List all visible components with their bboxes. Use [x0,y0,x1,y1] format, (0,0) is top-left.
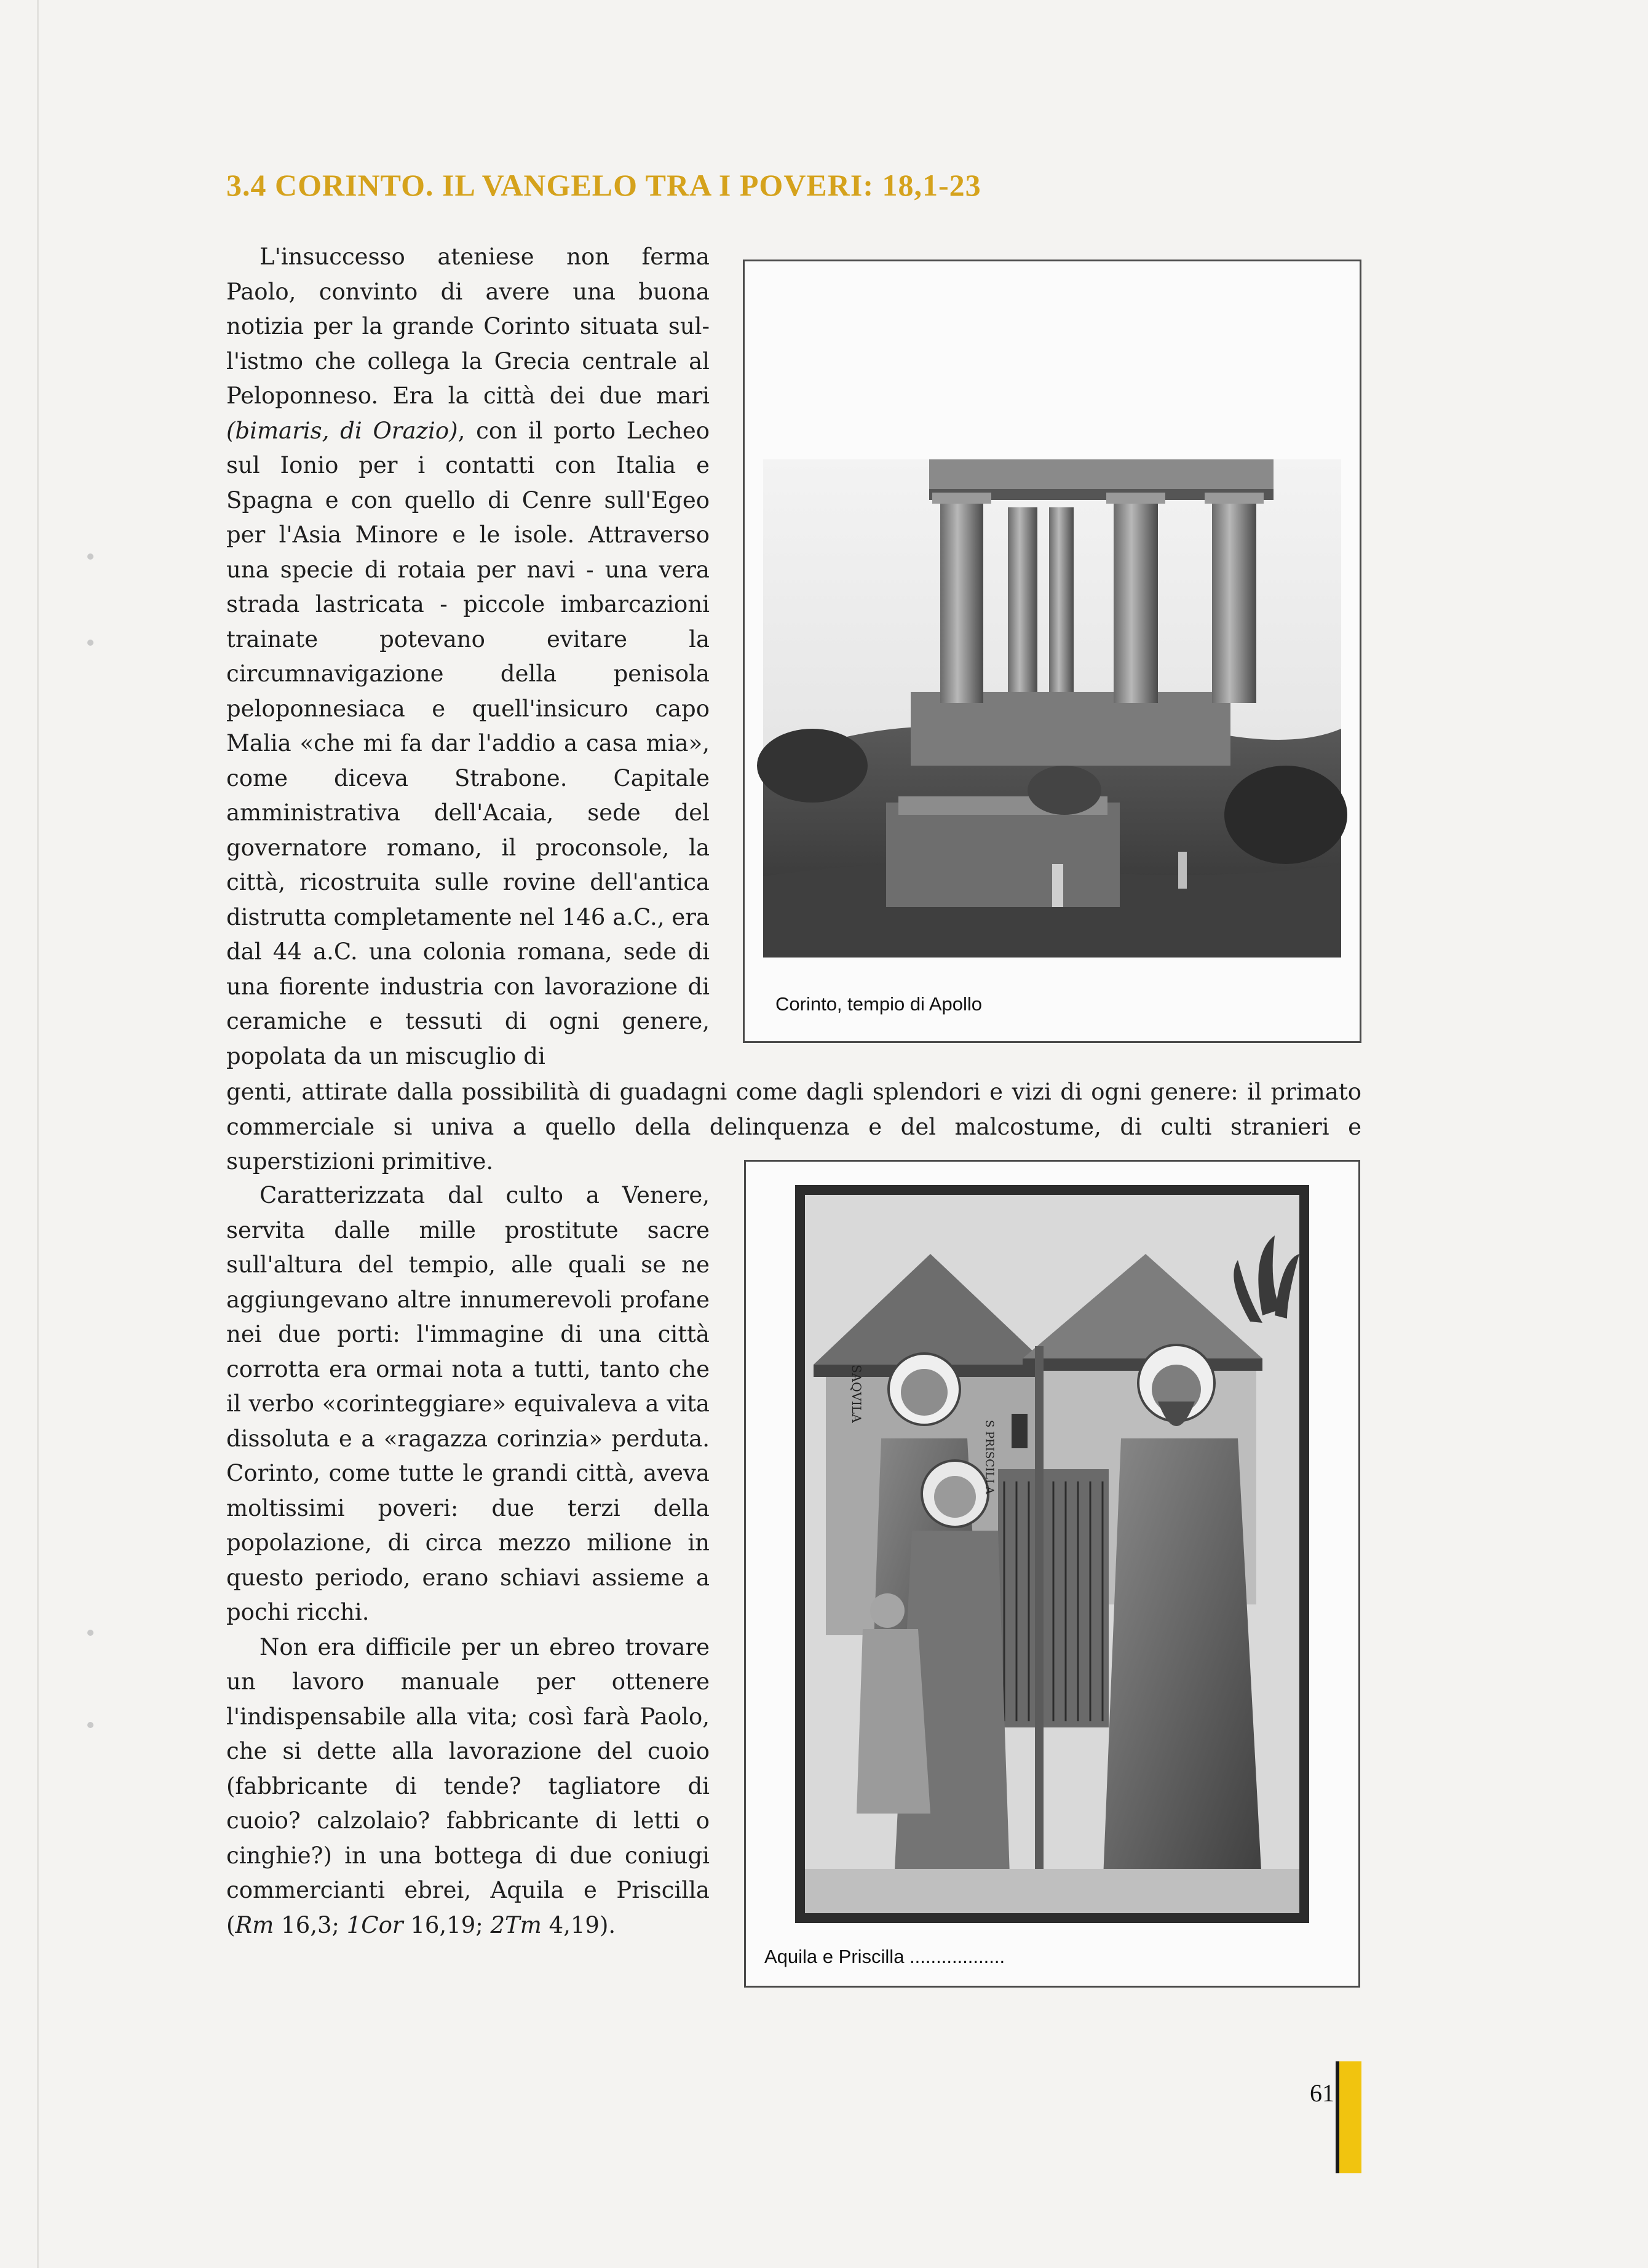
floor [805,1869,1299,1913]
paragraph-1: L'insuccesso ateniese non ferma Paolo, convinto di avere una buona notizia per la grande Corinto situata sul-l'istmo che collega la Grecia centrale al Peloponneso. Era la città dei due mari (bimaris, di Orazio), con il porto Lecheo sul Ionio per i contatti con Italia e Spagna e con quello di Cenre sull'Egeo per l'Asia Minore e le isole. Attraverso una specie di rotaia per navi - una vera strada lastricata - piccole imbarcazioni trainate potevano evitare la circumnavigazione della penisola peloponnesiaca e quell'insicuro capo Malia «che mi fa dar l'addio a casa mia», come diceva Strabone. Capitale amministrativa dell'Acaia, sede del governatore romano, il proconsole, la città, ricostruita sulle rovine dell'antica distrutta completamente nel 146 a.C., era dal 44 a.C. una colonia romana, sede di una fiorente industria con lavorazione di ceramiche e tessuti di ogni genere, popolata da un miscuglio di [226,244,710,1069]
figure-2-caption: Aquila e Priscilla .................. [764,1946,1005,1967]
ref-1cor: 1Cor [346,1911,403,1938]
temple-column [1114,500,1158,703]
bush [1028,766,1101,815]
marker-post [1178,852,1187,889]
temple-column [1008,507,1037,692]
column-text-top [226,240,710,1074]
binder-hole [87,640,93,646]
ref-2tm: 2Tm [490,1911,542,1938]
paragraph-3 [226,1630,710,1943]
binder-edge [37,0,39,2268]
figure-temple-apollo [743,260,1361,1043]
figure-1-caption: Corinto, tempio di Apollo [775,993,983,1015]
binder-hole [87,553,93,560]
marker-post [1052,864,1063,907]
window [1012,1414,1028,1448]
icon-illustration [746,1162,1358,1986]
page-marker-bar [1339,2061,1361,2173]
icon-label-left: SAQVILA [849,1365,864,1423]
ref-1cor-verse: 16,19; [403,1911,491,1938]
ref-2tm-verse: 4,19). [541,1911,616,1938]
paragraph-3-text: Non era difficile per un ebreo trovare un lavoro manuale per ottenere l'indispensabile alla vita; così farà Paolo, che si dette alla lavorazione del cuoio (fabbricante di tende? tagliatore di cuoio? calzolaio? fabbricante di letti o cinghie?) in una bottega di due coniugi commercianti ebrei, Aquila e Priscilla ( [226,1633,710,1938]
temple-column [940,500,983,703]
bush [757,729,868,803]
page-number: 61 [1310,2079,1334,2107]
child-robe [857,1629,930,1814]
face [934,1476,976,1518]
section-title: 3.4 CORINTO. IL VANGELO TRA I POVERI: 18,1-23 [226,168,981,202]
paragraph-1-continuation: genti, attirate dalla possibilità di guadagni come dagli splendori e vizi di ogni genere: il primato commerciale si univa a quello della delinquenza e del malcostume, di culti stranieri e superstizioni primitive. [226,1079,1361,1175]
figure-aquila-priscilla [744,1160,1360,1988]
binder-hole [87,1722,93,1728]
paragraph-2: Caratterizzata dal culto a Venere, servita dalle mille prostitute sacre sull'altura del tempio, alle quali se ne aggiungevano altre innumerevoli profane nei due porti: l'immagine di una città corrotta era ormai nota a tutti, tanto che il verbo «corinteggiare» equivaleva a vita dissoluta e a «ragazza corinzia» perduta. Corinto, come tutte le grandi città, aveva moltissimi poveri: due terzi della popolazione, di circa mezzo milione in questo periodo, erano schiavi assieme a pochi ricchi. [226,1182,710,1625]
ref-rm: Rm [235,1911,274,1938]
binder-hole [87,1630,93,1636]
saint-robe [1103,1438,1262,1893]
column-text-bottom [226,1178,710,1943]
lower-blocks [886,803,1120,907]
temple-photo [745,261,1360,1041]
entablature [929,459,1274,493]
ref-rm-verse: 16,3; [274,1911,347,1938]
face [870,1593,905,1628]
face [901,1369,948,1416]
bush [1224,766,1347,864]
temple-column [1212,500,1256,703]
icon-label-middle: S PRISCILLA [983,1420,996,1494]
temple-column [1049,507,1074,692]
